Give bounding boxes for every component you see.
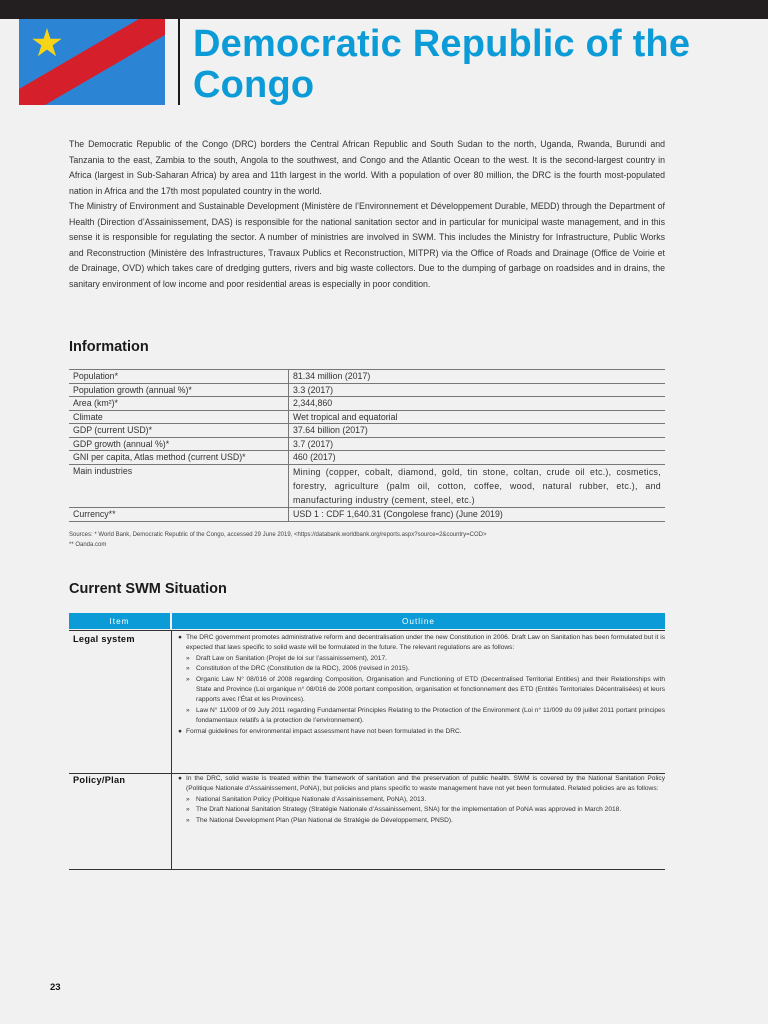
swm-outline-cell: [171, 631, 665, 773]
bullet-icon: ●: [178, 727, 182, 735]
sub-item-text: National Sanitation Policy (Politique Nationale d’Assainissement, PoNA), 2013.: [196, 795, 427, 803]
swm-row-legal-system: [69, 630, 665, 774]
bullet-item: [178, 727, 665, 737]
info-value: 460 (2017): [289, 451, 666, 465]
sub-item-text: Draft Law on Sanitation (Projet de loi sur l’assainissement), 2017.: [196, 654, 387, 662]
info-label: Currency**: [69, 508, 289, 522]
info-value: 3.7 (2017): [289, 437, 666, 451]
info-value: 2,344,860: [289, 397, 666, 411]
info-value: 81.34 million (2017): [289, 370, 666, 384]
info-label: Population*: [69, 370, 289, 384]
table-row: [69, 424, 665, 438]
bullet-text: In the DRC, solid waste is treated within the framework of sanitation and the preservation of public health. SWM is covered by the National Sanitation Policy (Politique Nationale d’Assainissement, PoNA), but policies and plans specific to waste management have not yet been formulated. Related policies are as follows:: [186, 775, 665, 793]
sub-item: [178, 816, 665, 826]
info-label: Population growth (annual %)*: [69, 383, 289, 397]
source-line: Sources: * World Bank, Democratic Republic of the Congo, accessed 29 June 2019, <https://databank.worldbank.org/reports.aspx?source=2&country=COD>: [69, 532, 487, 538]
info-value: Mining (copper, cobalt, diamond, gold, tin stone, coltan, crude oil etc.), cosmetics, forestry, agriculture (palm oil, cotton, coffee, wood, natural rubber, etc.), and manufacturing industry (cement, steel, etc.): [289, 464, 666, 508]
header-divider: [178, 19, 180, 105]
table-row: [69, 370, 665, 384]
swm-item-label: Legal system: [73, 634, 135, 644]
swm-outline-cell: [171, 772, 665, 869]
chevron-right-icon: »: [186, 675, 190, 683]
sub-item-text: Constitution of the DRC (Constitution de la RDC), 2006 (revised in 2015).: [196, 665, 410, 673]
info-label: GNI per capita, Atlas method (current USD)*: [69, 451, 289, 465]
intro-paragraph: The Democratic Republic of the Congo (DRC) borders the Central African Republic and South Sudan to the north, Uganda, Rwanda, Burundi and Tanzania to the east, Zambia to the south, Angola to the southwest, and Congo and the Atlantic Ocean to the west. It is the second-largest country in Africa (largest in Sub-Saharan Africa) by area and 11th largest in the world. With a population of over 80 million, the DRC is the fourth most-populated nation in Africa and the 17th most populated country in the world.: [69, 139, 665, 196]
sub-item-text: The National Development Plan (Plan National de Stratégie de Développement, PNSD).: [196, 816, 453, 824]
sub-item-text: Law N° 11/009 of 09 July 2011 regarding Fundamental Principles Relating to the Protection of the Environment (Loi n° 11/009 du 09 juillet 2011 portant principes fondamentaux relatifs à la protection de l’environnement).: [196, 706, 665, 725]
info-value: 37.64 billion (2017): [289, 424, 666, 438]
page-title: [193, 24, 768, 106]
info-label: Main industries: [69, 464, 289, 508]
info-label: GDP (current USD)*: [69, 424, 289, 438]
sub-item: [178, 805, 665, 815]
information-heading: Information: [69, 339, 149, 355]
drc-flag-icon: [19, 19, 165, 105]
top-bar: [0, 0, 768, 19]
table-row: [69, 508, 665, 522]
chevron-right-icon: »: [186, 665, 190, 673]
chevron-right-icon: »: [186, 654, 190, 662]
sub-item: [178, 664, 665, 674]
info-value: 3.3 (2017): [289, 383, 666, 397]
sub-item-text: The Draft National Sanitation Strategy (Stratégie Nationale d’Assainissement, SNA) for the implementation of PoNA was approved in March 2018.: [196, 806, 622, 814]
sub-item: [178, 795, 665, 805]
column-header-item: Item: [69, 613, 170, 629]
table-row: [69, 397, 665, 411]
chevron-right-icon: »: [186, 806, 190, 814]
chevron-right-icon: »: [186, 706, 190, 714]
intro-paragraph: The Ministry of Environment and Sustainable Development (Ministère de l’Environnement et Développement Durable, MEDD) through the Department of Health (Direction d’Assainissement, DAS) is responsible for the national sanitation sector and in particular for municipal waste management, and in this sense it is responsible for regulating the sector. A number of ministries are involved in SWM. This includes the Ministry for Infrastructure, Public Works and Reconstruction (Ministère des Infrastructures, Travaux Publics et Reconstruction, MITPR) via the Office of Roads and Drainage (Office de Voirie et de Drainage, OVD) which takes care of dredging gutters, rivers and big waste collectors. Due to the dumping of garbage on roadsides and in drains, the sanitary environment of low income and poor residential areas is especially in poor condition.: [69, 201, 665, 289]
table-row: [69, 383, 665, 397]
table-row: [69, 451, 665, 465]
source-line: ** Oanda.com: [69, 541, 107, 548]
info-label: GDP growth (annual %)*: [69, 437, 289, 451]
sub-item: [178, 706, 665, 727]
chevron-right-icon: »: [186, 795, 190, 803]
chevron-right-icon: »: [186, 816, 190, 824]
bullet-item: [178, 633, 665, 654]
bullet-item: [178, 774, 665, 795]
swm-heading: Current SWM Situation: [69, 581, 227, 597]
swm-row-policy-plan: [69, 772, 665, 870]
info-value: USD 1 : CDF 1,640.31 (Congolese franc) (June 2019): [289, 508, 666, 522]
sub-item: [178, 654, 665, 664]
page-number: 23: [50, 982, 61, 993]
bullet-icon: ●: [178, 775, 182, 782]
swm-item-label: Policy/Plan: [73, 775, 126, 785]
bullet-text: The DRC government promotes administrative reform and decentralisation under the new Constitution in 2006. Draft Law on Sanitation has been formulated but it is expected that laws specific to solid waste will be formulated in the future. The relevant regulations are as follows:: [186, 634, 665, 652]
sub-item-text: Organic Law N° 08/016 of 2008 regarding Composition, Organisation and Functioning of ETD (Decentralised Territorial Entities) and their Relationships with State and Province (Loi organique n° 08/016 de 2008 portant composition, organisation et fonctionnement des ETD (Entités Territoriales Décentralisées) et leurs rapports avec l’État et les Provinces).: [196, 675, 665, 704]
info-label: Climate: [69, 410, 289, 424]
sources-note: [69, 531, 486, 550]
bullet-text: Formal guidelines for environmental impact assessment have not been formulated in the DRC.: [186, 727, 462, 735]
intro-text: [69, 137, 665, 292]
bullet-icon: ●: [178, 634, 182, 641]
table-row: [69, 410, 665, 424]
swm-table-header: [69, 613, 665, 629]
column-header-outline: Outline: [172, 613, 665, 629]
info-value: Wet tropical and equatorial: [289, 410, 666, 424]
table-row: [69, 437, 665, 451]
info-label: Area (km²)*: [69, 397, 289, 411]
table-row: [69, 464, 665, 508]
information-table: [69, 369, 665, 522]
sub-item: [178, 675, 665, 706]
title-text: Democratic Republic of the Congo: [193, 23, 691, 106]
